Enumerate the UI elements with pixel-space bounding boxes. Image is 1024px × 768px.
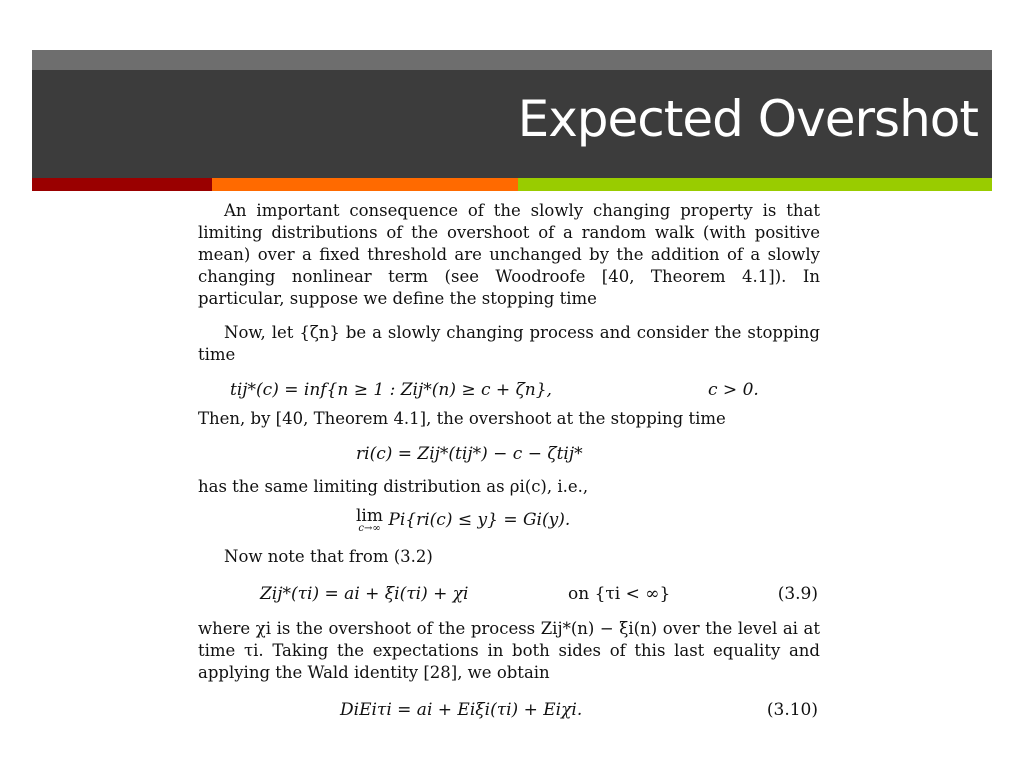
- equation-stopping-time-condition: c > 0.: [708, 380, 759, 400]
- title-top-strip: [32, 50, 992, 70]
- paragraph-6: where χi is the overshoot of the process Zij*(n) − ξi(n) over the level ai at time τi. Taking the expectations in both sides of this last equality and applying the Wald identity [28], we obtain: [198, 619, 820, 682]
- paragraph-3: Then, by [40, Theorem 4.1], the overshoot at the stopping time: [198, 409, 726, 428]
- equation-3-9: [198, 576, 820, 612]
- limit-operator: [356, 505, 383, 534]
- paragraph-1: An important consequence of the slowly changing property is that limiting distributions of the overshoot of a random walk (with positive mean) over a fixed threshold are unchanged by the addition of a slowly changing nonlinear term (see Woodroofe [40, Theorem 4.1]). In particular, suppose we define the stopping time: [198, 201, 820, 308]
- limit-subscript: c→∞: [358, 522, 381, 534]
- equation-3-9-condition: on {τi < ∞}: [568, 584, 671, 604]
- document-excerpt: [198, 200, 820, 728]
- equation-stopping-time-body: tij*(c) = inf{n ≥ 1 : Zij*(n) ≥ c + ζn},: [230, 380, 552, 400]
- equation-3-10: [198, 692, 820, 728]
- equation-number-3-9: (3.9): [777, 584, 818, 604]
- title-band: [32, 50, 992, 178]
- limit-label: lim: [356, 505, 383, 526]
- equation-limit: [198, 498, 820, 542]
- paragraph-2: Now, let {ζn} be a slowly changing process and consider the stopping time: [198, 323, 820, 364]
- equation-3-9-body: Zij*(τi) = ai + ξi(τi) + χi: [260, 584, 469, 604]
- accent-bar-green: [518, 178, 992, 191]
- equation-stopping-time: [198, 372, 820, 408]
- equation-number-3-10: (3.10): [766, 700, 818, 720]
- equation-overshoot-body: ri(c) = Zij*(tij*) − c − ζtij*: [356, 444, 583, 464]
- equation-limit-body: Pi{ri(c) ≤ y} = Gi(y).: [388, 510, 571, 530]
- paragraph-4: has the same limiting distribution as ρi(c), i.e.,: [198, 477, 589, 496]
- paragraph-5: Now note that from (3.2): [224, 547, 433, 566]
- slide-title: Expected Overshot: [517, 90, 978, 148]
- accent-bar-orange: [212, 178, 518, 191]
- equation-3-10-body: DiEiτi = ai + Eiξi(τi) + Eiχi.: [340, 700, 583, 720]
- accent-bar-red: [32, 178, 212, 191]
- equation-overshoot: [198, 436, 820, 472]
